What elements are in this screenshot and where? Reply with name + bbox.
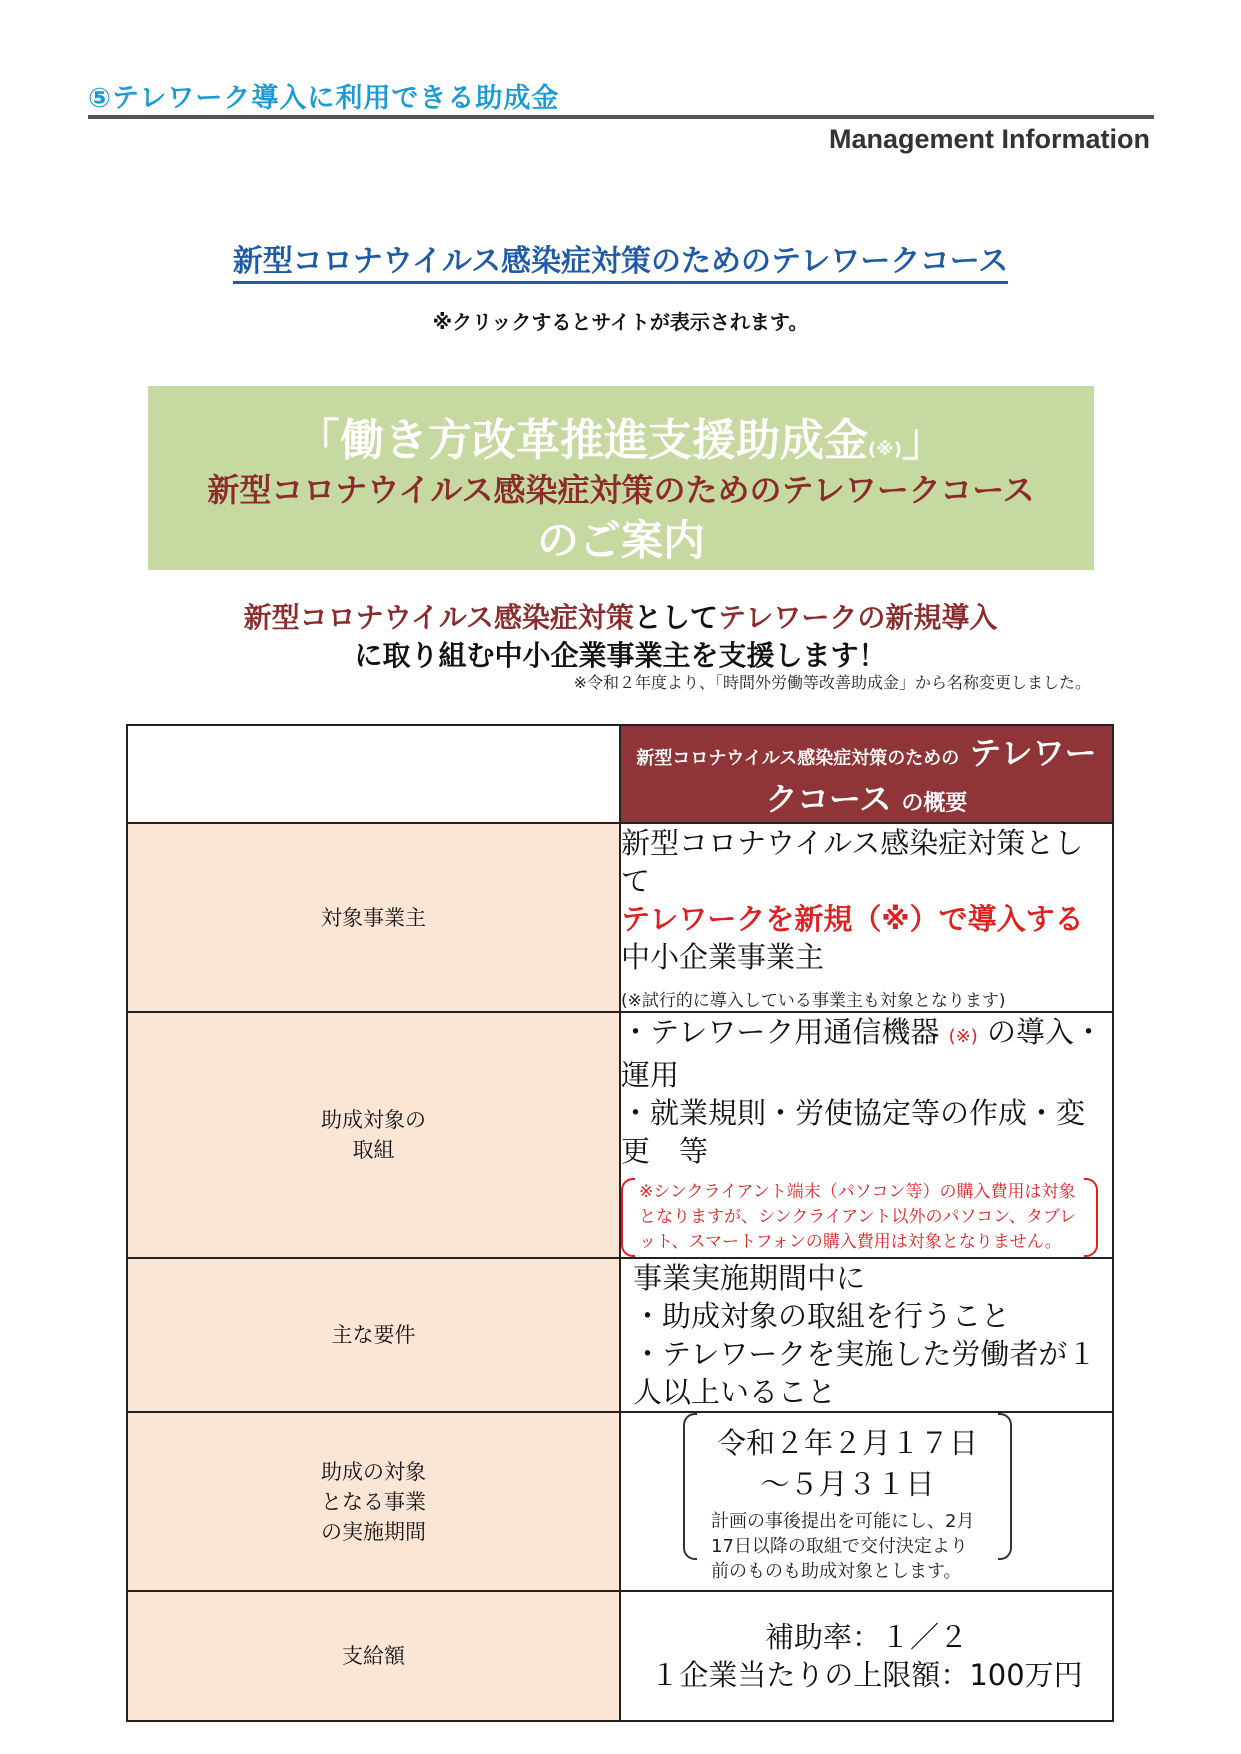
row-value-target xyxy=(620,823,1113,1012)
click-note: ※クリックするとサイトが表示されます。 xyxy=(432,310,809,334)
course-banner[interactable] xyxy=(148,386,1094,570)
support-line-1 xyxy=(0,596,1241,636)
table-header-row xyxy=(127,725,1113,823)
table-row xyxy=(127,1258,1113,1412)
banner-title-text: 「働き方改革推進支援助成金 xyxy=(296,415,869,466)
header-divider xyxy=(88,115,1154,119)
row-label-efforts xyxy=(127,1012,620,1258)
row-label-requirements: 主な要件 xyxy=(127,1258,620,1412)
target-note: (※試行的に導入している事業主も対象となります) xyxy=(621,991,1006,1011)
period-bracket xyxy=(683,1413,1012,1590)
support-highlight-2: テレワークの新規導入 xyxy=(717,601,998,634)
table-row xyxy=(127,1012,1113,1258)
amount-limit: １企業当たりの上限額：100万円 xyxy=(650,1658,1083,1692)
rename-note: ※令和２年度より、「時間外労働等改善助成金」から名称変更しました。 xyxy=(573,673,1091,692)
banner-subtitle: 新型コロナウイルス感染症対策のためのテレワークコース xyxy=(207,471,1035,509)
efforts-label-1: 助成対象の xyxy=(321,1108,426,1132)
period-note-2: 前のものも助成対象とします。 xyxy=(711,1561,962,1582)
target-rest: 中小企業事業主 xyxy=(621,940,825,974)
course-link[interactable]: 新型コロナウイルス感染症対策のためのテレワークコース xyxy=(233,244,1009,284)
support-highlight-1: 新型コロナウイルス感染症対策 xyxy=(243,601,634,634)
efforts-line-2: ・就業規則・労使協定等の作成・変更 等 xyxy=(621,1096,1086,1168)
header-tail-text: の概要 xyxy=(901,791,968,816)
efforts-line-1-a: ・テレワーク用通信機器 xyxy=(621,1015,940,1049)
efforts-line-1-b: の導入・運用 xyxy=(621,1015,1104,1092)
target-line-2 xyxy=(621,900,1112,976)
target-highlight: テレワークを新規（※）で導入する xyxy=(621,902,1084,936)
period-label-1: 助成の対象 xyxy=(321,1459,426,1484)
efforts-note: ※シンクライアント端末（パソコン等）の購入費用は対象となりますが、シンクライアント以外のパソコン、タブレット、スマートフォンの購入費用は対象となりません。 xyxy=(621,1178,1098,1257)
brand-label: Management Information xyxy=(828,124,1150,154)
course-link-wrapper xyxy=(0,236,1241,280)
efforts-mark: (※) xyxy=(948,1026,978,1047)
banner-title-mark: (※) xyxy=(868,439,902,460)
overview-table xyxy=(126,724,1114,1722)
efforts-label-2: 取組 xyxy=(352,1138,395,1162)
header-big-text: テレワークコース xyxy=(765,734,1097,818)
period-label-3: の実施期間 xyxy=(321,1519,426,1544)
banner-guide: のご案内 xyxy=(536,516,705,565)
header-small-text: 新型コロナウイルス感染症対策のための xyxy=(636,748,960,769)
period-note-1: 計画の事後提出を可能にし、2月17日以降の取組で交付決定より xyxy=(711,1511,975,1557)
row-value-efforts xyxy=(620,1012,1113,1258)
row-value-amount xyxy=(620,1591,1113,1721)
row-value-period xyxy=(620,1412,1113,1591)
requirements-line-3: ・テレワークを実施した労働者が１人以上いること xyxy=(633,1337,1097,1409)
support-line-2: に取り組む中小企業事業主を支援します！ xyxy=(354,639,887,672)
banner-title-close: 」 xyxy=(901,415,946,466)
period-date: 令和２年２月１７日～５月３１日 xyxy=(716,1426,978,1501)
table-corner-cell xyxy=(127,725,620,823)
row-label-period xyxy=(127,1412,620,1591)
period-label-2: となる事業 xyxy=(321,1489,426,1514)
section-heading: ⑤テレワーク導入に利用できる助成金 xyxy=(88,83,560,114)
support-mid: として xyxy=(633,601,718,634)
table-row xyxy=(127,823,1113,1012)
row-value-requirements xyxy=(620,1258,1113,1412)
requirements-line-1: 事業実施期間中に xyxy=(633,1261,866,1295)
row-label-amount: 支給額 xyxy=(127,1591,620,1721)
amount-rate: 補助率：１／２ xyxy=(764,1620,968,1654)
table-header-cell xyxy=(620,725,1113,823)
banner-title xyxy=(148,404,1094,468)
target-line-1: 新型コロナウイルス感染症対策として xyxy=(621,826,1084,898)
table-row xyxy=(127,1591,1113,1721)
requirements-line-2: ・助成対象の取組を行うこと xyxy=(633,1299,1011,1333)
efforts-line-1 xyxy=(621,1013,1112,1094)
table-row xyxy=(127,1412,1113,1591)
row-label-target: 対象事業主 xyxy=(127,823,620,1012)
